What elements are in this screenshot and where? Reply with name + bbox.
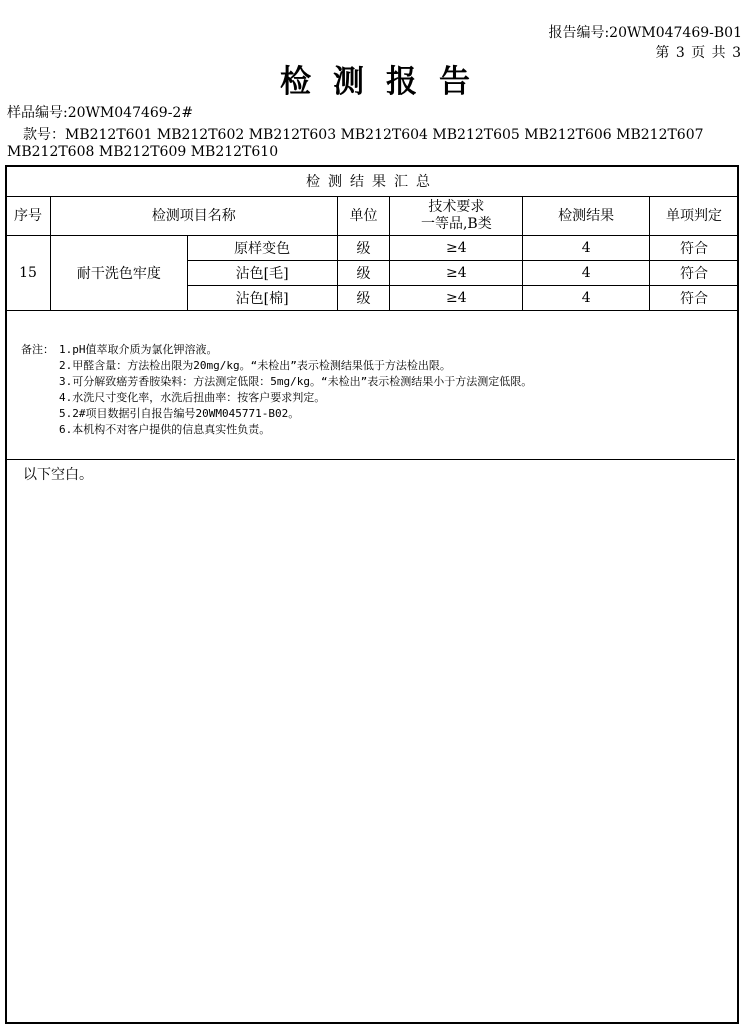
row-unit: 级 [337, 261, 390, 286]
page-info: 第 3 页 共 3 [655, 45, 742, 61]
col-requirement-line2: 一等品,B类 [420, 216, 492, 232]
col-item: 检测项目名称 [50, 197, 337, 236]
row-requirement: ≥4 [390, 261, 523, 286]
row-verdict: 符合 [650, 286, 739, 311]
row-requirement: ≥4 [390, 236, 523, 261]
style-numbers-line-2: MB212T608 MB212T609 MB212T610 [7, 144, 279, 160]
note-item: 4.水洗尺寸变化率，水洗后扭曲率：按客户要求判定。 [59, 391, 326, 404]
blank-below-text: 以下空白。 [23, 467, 93, 483]
note-item: 1.pH值萃取介质为氯化钾溶液。 [59, 343, 218, 356]
row-result: 4 [523, 261, 650, 286]
sample-number: 样品编号:20WM047469-2# [7, 105, 194, 121]
row-sub-item: 原样变色 [187, 236, 337, 261]
table-caption-row [6, 166, 739, 197]
col-seq: 序号 [6, 197, 51, 236]
notes-section [7, 313, 735, 460]
group-seq: 15 [6, 236, 51, 311]
col-unit: 单位 [337, 197, 390, 236]
column-header-row [6, 197, 739, 236]
table-caption: 检测结果汇总 [6, 166, 739, 197]
note-item: 6.本机构不对客户提供的信息真实性负责。 [59, 423, 271, 436]
row-verdict: 符合 [650, 236, 739, 261]
row-sub-item: 沾色[毛] [187, 261, 337, 286]
row-result: 4 [523, 236, 650, 261]
note-item: 2.甲醛含量：方法检出限为20mg/kg。“未检出”表示检测结果低于方法检出限。 [59, 359, 451, 372]
note-item: 5.2#项目数据引自报告编号20WM045771-B02。 [59, 407, 300, 420]
report-title: 检测报告 [280, 64, 492, 100]
row-verdict: 符合 [650, 261, 739, 286]
col-result: 检测结果 [523, 197, 650, 236]
col-requirement [390, 197, 523, 236]
row-requirement: ≥4 [390, 286, 523, 311]
col-verdict: 单项判定 [650, 197, 739, 236]
style-numbers-line-1: 款号：MB212T601 MB212T602 MB212T603 MB212T604 MB212T605 MB212T606 MB212T607 [23, 127, 704, 143]
group-name: 耐干洗色牢度 [50, 236, 187, 311]
col-requirement-line1: 技术要求 [428, 199, 485, 215]
row-unit: 级 [337, 236, 390, 261]
row-unit: 级 [337, 286, 390, 311]
row-result: 4 [523, 286, 650, 311]
row-sub-item: 沾色[棉] [187, 286, 337, 311]
note-item: 3.可分解致癌芳香胺染料：方法测定低限：5mg/kg。“未检出”表示检测结果小于方法测定低限。 [59, 375, 533, 388]
notes-label: 备注： [21, 343, 54, 356]
report-number: 报告编号:20WM047469-B01 [548, 25, 742, 41]
table-row [6, 236, 739, 261]
results-table [5, 165, 739, 311]
